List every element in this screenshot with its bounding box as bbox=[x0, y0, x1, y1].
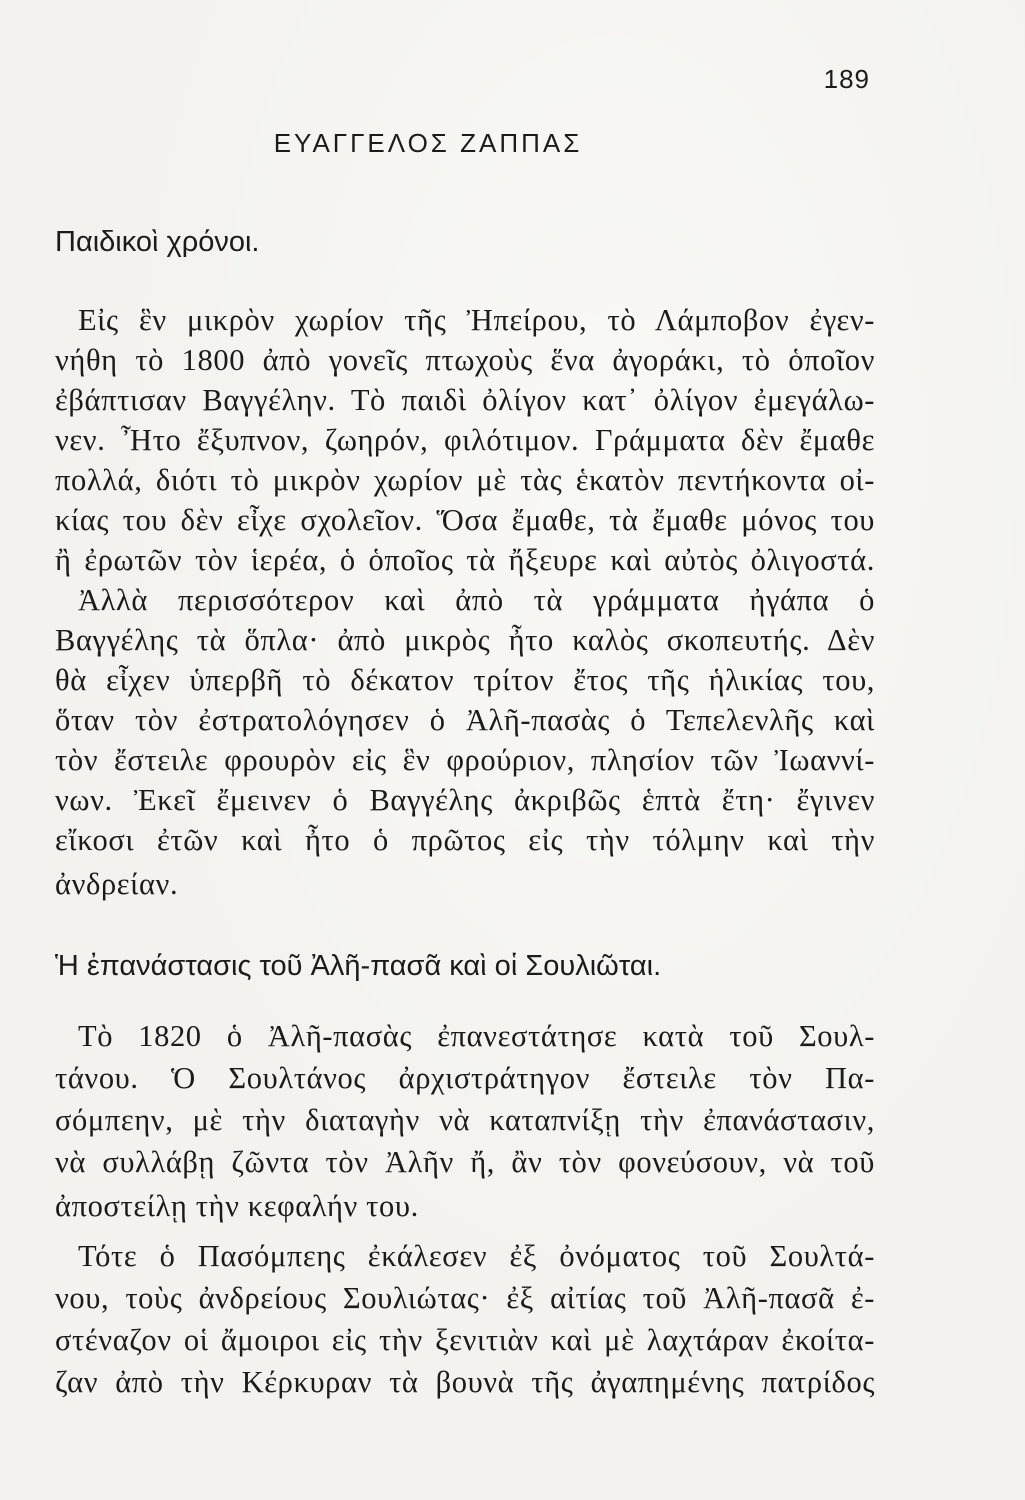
text-line: πολλά, διότι τὸ μικρὸν χωρίον μὲ τὰς ἑκατὸν πεντήκοντα οἰ- bbox=[55, 463, 875, 497]
text-line: θὰ εἶχεν ὑπερβῆ τὸ δέκατον τρίτον ἔτος τῆς ἡλικίας του, bbox=[55, 663, 875, 697]
text-line: νων. Ἐκεῖ ἔμεινεν ὁ Βαγγέλης ἀκριβῶς ἑπτὰ ἔτη· ἔγινεν bbox=[55, 783, 875, 817]
text-line: στέναζον οἱ ἄμοιροι εἰς τὴν ξενιτιὰν καὶ μὲ λαχτάραν ἐκοίτα- bbox=[55, 1323, 875, 1357]
text-line: ζαν ἀπὸ τὴν Κέρκυραν τὰ βουνὰ τῆς ἀγαπημένης πατρίδος bbox=[55, 1365, 875, 1399]
text-line: τὸν ἔστειλε φρουρὸν εἰς ἓν φρούριον, πλησίον τῶν Ἰωαννί- bbox=[55, 743, 875, 777]
section-heading: Ἡ ἐπανάστασις τοῦ Ἀλῆ-πασᾶ καὶ οἱ Σουλιῶται. bbox=[55, 950, 662, 982]
text-line: τάνου. Ὁ Σουλτάνος ἀρχιστράτηγον ἔστειλε τὸν Πα- bbox=[55, 1061, 875, 1095]
text-line: Τὸ 1820 ὁ Ἀλῆ-πασὰς ἐπανεστάτησε κατὰ τοῦ Σουλ- bbox=[78, 1019, 875, 1053]
text-line: σόμπεην, μὲ τὴν διαταγὴν νὰ καταπνίξῃ τὴν ἐπανάστασιν, bbox=[55, 1103, 875, 1137]
text-line: ἀνδρείαν. bbox=[55, 867, 179, 901]
text-line: Εἰς ἓν μικρὸν χωρίον τῆς Ἠπείρου, τὸ Λάμποβον ἐγεν- bbox=[78, 303, 875, 337]
running-head: ΕΥΑΓΓΕΛΟΣ ΖΑΠΠΑΣ bbox=[273, 128, 583, 158]
page-number: 189 bbox=[823, 64, 870, 94]
text-line: νεν. Ἦτο ἔξυπνον, ζωηρόν, φιλότιμον. Γράμματα δὲν ἔμαθε bbox=[55, 423, 875, 457]
text-line: εἴκοσι ἐτῶν καὶ ἦτο ὁ πρῶτος εἰς τὴν τόλμην καὶ τὴν bbox=[55, 823, 875, 857]
text-line: Ἀλλὰ περισσότερον καὶ ἀπὸ τὰ γράμματα ἠγάπα ὁ bbox=[78, 583, 875, 617]
text-line: Βαγγέλης τὰ ὅπλα· ἀπὸ μικρὸς ἦτο καλὸς σκοπευτής. Δὲν bbox=[55, 623, 875, 657]
section-heading: Παιδικοὶ χρόνοι. bbox=[55, 226, 260, 258]
text-line: Τότε ὁ Πασόμπεης ἐκάλεσεν ἐξ ὀνόματος τοῦ Σουλτά- bbox=[78, 1239, 875, 1273]
text-line: νὰ συλλάβῃ ζῶντα τὸν Ἀλῆν ἤ, ἂν τὸν φονεύσουν, νὰ τοῦ bbox=[55, 1145, 875, 1179]
text-line: νου, τοὺς ἀνδρείους Σουλιώτας· ἐξ αἰτίας τοῦ Ἀλῆ-πασᾶ ἐ- bbox=[55, 1281, 875, 1315]
text-line: νήθη τὸ 1800 ἀπὸ γονεῖς πτωχοὺς ἕνα ἀγοράκι, τὸ ὁποῖον bbox=[55, 343, 875, 377]
text-line: κίας του δὲν εἶχε σχολεῖον. Ὅσα ἔμαθε, τὰ ἔμαθε μόνος του bbox=[55, 503, 875, 537]
text-line: ὅταν τὸν ἐστρατολόγησεν ὁ Ἀλῆ-πασὰς ὁ Τεπελενλῆς καὶ bbox=[55, 703, 875, 737]
text-line: ἐβάπτισαν Βαγγέλην. Τὸ παιδὶ ὀλίγον κατ᾽ ὀλίγον ἐμεγάλω- bbox=[55, 383, 875, 417]
text-line: ἀποστείλῃ τὴν κεφαλήν του. bbox=[55, 1189, 419, 1223]
text-line: ἢ ἐρωτῶν τὸν ἱερέα, ὁ ὁποῖος τὰ ἤξευρε καὶ αὐτὸς ὀλιγοστά. bbox=[55, 543, 875, 577]
